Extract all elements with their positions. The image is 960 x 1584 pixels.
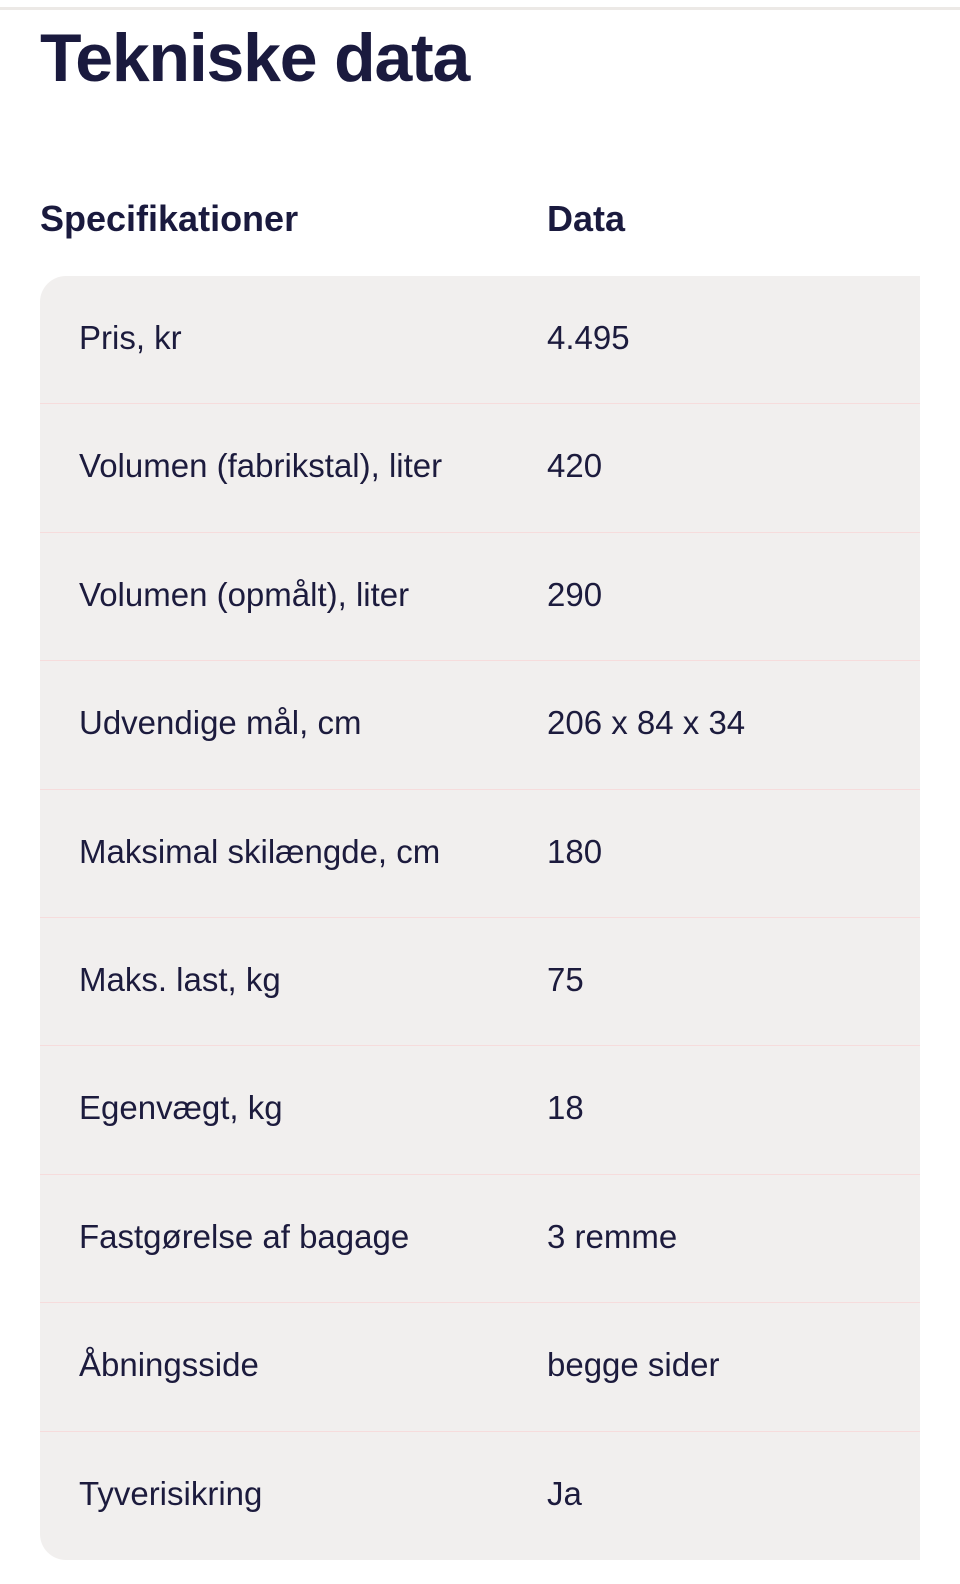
table-row [40, 1175, 920, 1303]
row-label: Egenvægt, kg [79, 1089, 283, 1127]
row-value: 180 [547, 832, 603, 870]
row-value: 420 [547, 447, 603, 485]
table-row [40, 276, 920, 404]
row-value: begge sider [547, 1346, 720, 1384]
row-value: 206 x 84 x 34 [547, 704, 746, 742]
row-label: Volumen (opmålt), liter [79, 575, 410, 613]
row-value: 18 [547, 1089, 584, 1127]
table-row [40, 1432, 920, 1560]
row-label: Volumen (fabrikstal), liter [79, 447, 443, 485]
row-value: 290 [547, 575, 603, 613]
column-header-data: Data [547, 198, 626, 239]
table-row [40, 533, 920, 661]
spec-table [40, 276, 920, 1560]
row-label: Maksimal skilængde, cm [79, 832, 441, 870]
table-row [40, 790, 920, 918]
top-divider [0, 0, 960, 10]
row-label: Maks. last, kg [79, 960, 281, 998]
row-value: 4.495 [547, 319, 630, 356]
row-label: Fastgørelse af bagage [79, 1217, 410, 1255]
row-value: Ja [547, 1474, 582, 1512]
table-row [40, 918, 920, 1046]
table-header [40, 194, 920, 244]
row-value: 75 [547, 960, 584, 998]
table-row [40, 661, 920, 789]
row-label: Udvendige mål, cm [79, 704, 362, 742]
row-label: Pris, kr [79, 319, 182, 356]
table-row [40, 1303, 920, 1431]
page-title: Tekniske data [40, 20, 470, 96]
table-row [40, 1046, 920, 1174]
table-row [40, 404, 920, 532]
column-header-specifications: Specifikationer [40, 198, 299, 239]
row-label: Åbningsside [79, 1346, 259, 1384]
row-value: 3 remme [547, 1217, 678, 1255]
row-label: Tyverisikring [79, 1474, 263, 1512]
